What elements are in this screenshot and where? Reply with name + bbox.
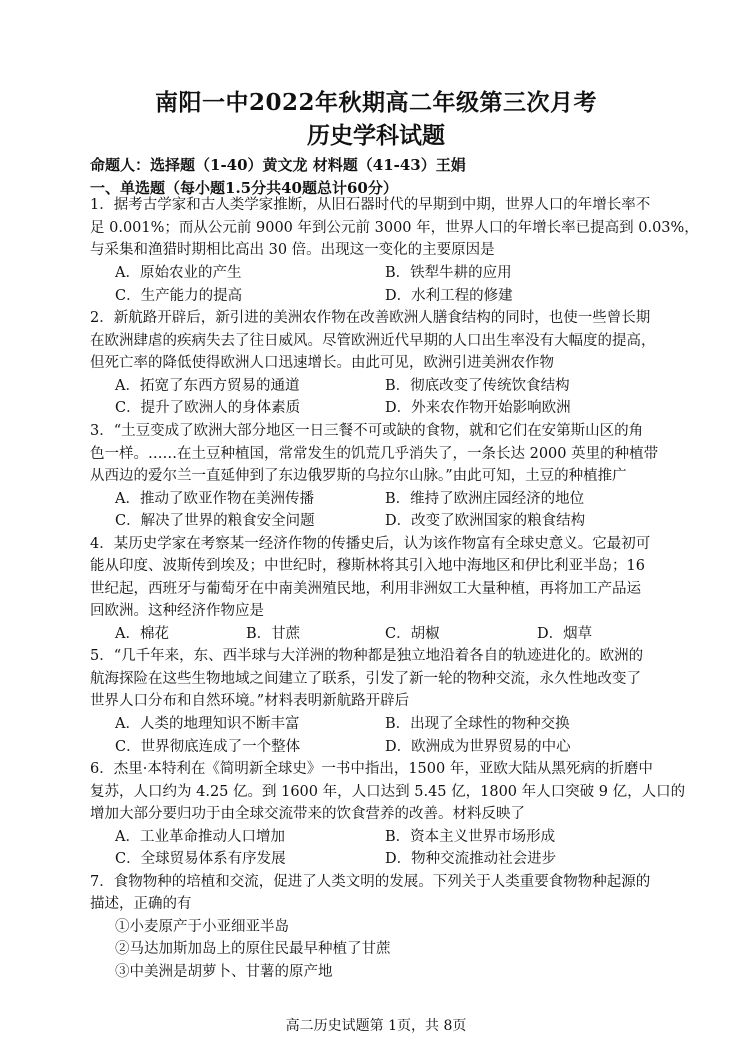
question-6-option-c: C．全球贸易体系有序发展 bbox=[115, 851, 286, 867]
page-footer: 高二历史试题第 1页，共 8页 bbox=[285, 1018, 467, 1034]
question-3-option-b: B．维持了欧洲庄园经济的地位 bbox=[385, 491, 585, 507]
exam-title: 南阳一中2022年秋期高二年级第三次月考 bbox=[154, 89, 597, 116]
question-4-line-1: 4．某历史学家在考察某一经济作物的传播史后，认为该作物富有全球史意义。它最初可 bbox=[90, 536, 651, 552]
question-6-line-1: 6．杰里·本特利在《简明新全球史》一书中指出，1500 年，亚欧大陆从黑死病的折磨中 bbox=[90, 761, 653, 777]
question-6-line-2: 复苏，人口约为 4.25 亿。到 1600 年，人口达到 5.45 亿，1800 年人口突破 9 亿，人口的 bbox=[90, 784, 686, 800]
question-7-line-2: 描述，正确的有 bbox=[90, 896, 192, 912]
exam-authors: 命题人：选择题（1-40）黄文龙 材料题（41-43）王娟 bbox=[90, 156, 466, 174]
question-1-option-b: B．铁犁牛耕的应用 bbox=[385, 265, 512, 281]
question-2-option-a: A．拓宽了东西方贸易的通道 bbox=[115, 378, 300, 394]
question-2-line-1: 2．新航路开辟后，新引进的美洲农作物在改善欧洲人膳食结构的同时，也使一些曾长期 bbox=[90, 310, 651, 326]
question-5-line-2: 航海探险在这些生物地域之间建立了联系，引发了新一轮的物种交流，永久性地改变了 bbox=[90, 671, 641, 687]
question-7-item-1: ①小麦原产于小亚细亚半岛 bbox=[115, 919, 289, 935]
question-4-option-d: D．烟草 bbox=[537, 626, 593, 642]
question-4-option-c: C．胡椒 bbox=[385, 626, 440, 642]
question-2-line-2: 在欧洲肆虐的疾病失去了往日威风。尽管欧洲近代早期的人口出生率没有大幅度的提高， bbox=[90, 333, 656, 349]
question-6-line-3: 增加大部分要归功于由全球交流带来的饮食营养的改善。材料反映了 bbox=[90, 806, 525, 822]
question-7-line-1: 7．食物物种的培植和交流，促进了人类文明的发展。下列关于人类重要食物物种起源的 bbox=[90, 874, 651, 890]
question-3-option-c: C．解决了世界的粮食安全问题 bbox=[115, 513, 315, 529]
question-4-option-a: A．棉花 bbox=[115, 626, 169, 642]
question-5-line-1: 5．“几千年来，东、西半球与大洋洲的物种都是独立地沿着各自的轨迹进化的。欧洲的 bbox=[90, 648, 644, 664]
question-2-option-d: D．外来农作物开始影响欧洲 bbox=[385, 400, 571, 416]
question-5-line-3: 世界人口分布和自然环境。”材料表明新航路开辟后 bbox=[90, 693, 410, 709]
question-1-option-d: D．水利工程的修建 bbox=[385, 288, 513, 304]
question-3-line-3: 从西边的爱尔兰一直延伸到了东边俄罗斯的乌拉尔山脉。”由此可知，土豆的种植推广 bbox=[90, 468, 627, 484]
exam-subtitle: 历史学科试题 bbox=[307, 122, 445, 149]
question-7-item-2: ②马达加斯加岛上的原住民最早种植了甘蔗 bbox=[115, 941, 391, 957]
question-2-line-3: 但死亡率的降低使得欧洲人口迅速增长。由此可见，欧洲引进美洲农作物 bbox=[90, 355, 554, 371]
question-3-option-d: D．改变了欧洲国家的粮食结构 bbox=[385, 513, 586, 529]
question-4-line-2: 能从印度、波斯传到埃及；中世纪时，穆斯林将其引入地中海地区和伊比利亚半岛；16 bbox=[90, 558, 645, 574]
question-6-option-d: D．物种交流推动社会进步 bbox=[385, 851, 557, 867]
question-3-option-a: A．推动了欧亚作物在美洲传播 bbox=[115, 491, 314, 507]
question-5-option-b: B．出现了全球性的物种交换 bbox=[385, 716, 570, 732]
question-1-line-2: 足 0.001%；而从公元前 9000 年到公元前 3000 年，世界人口的年增长率已提高到 0.03%， bbox=[90, 220, 699, 236]
question-2-option-b: B．彻底改变了传统饮食结构 bbox=[385, 378, 570, 394]
question-1-option-a: A．原始农业的产生 bbox=[115, 265, 242, 281]
question-5-option-d: D．欧洲成为世界贸易的中心 bbox=[385, 739, 571, 755]
question-3-line-1: 3．“土豆变成了欧洲大部分地区一日三餐不可或缺的食物，就和它们在安第斯山区的角 bbox=[90, 423, 644, 439]
question-2-option-c: C．提升了欧洲人的身体素质 bbox=[115, 400, 301, 416]
question-1-line-1: 1．据考古学家和古人类学家推断，从旧石器时代的早期到中期，世界人口的年增长率不 bbox=[90, 197, 651, 213]
question-3-line-2: 色一样。……在土豆种植国，常常发生的饥荒几乎消失了，一条长达 2000 英里的种植带 bbox=[90, 446, 659, 462]
question-1-line-3: 与采集和渔猎时期相比高出 30 倍。出现这一变化的主要原因是 bbox=[90, 242, 495, 258]
question-7-item-3: ③中美洲是胡萝卜、甘薯的原产地 bbox=[115, 964, 333, 980]
question-6-option-a: A．工业革命推动人口增加 bbox=[115, 829, 285, 845]
section-heading: 一、单选题（每小题1.5分共40题总计60分） bbox=[90, 179, 398, 197]
question-5-option-a: A．人类的地理知识不断丰富 bbox=[115, 716, 300, 732]
question-4-line-3: 世纪起，西班牙与葡萄牙在中南美洲殖民地，利用非洲奴工大量种植，再将加工产品运 bbox=[90, 581, 641, 597]
question-1-option-c: C．生产能力的提高 bbox=[115, 288, 243, 304]
question-4-option-b: B．甘蔗 bbox=[246, 626, 301, 642]
question-5-option-c: C．世界彻底连成了一个整体 bbox=[115, 739, 301, 755]
question-4-line-4: 回欧洲。这种经济作物应是 bbox=[90, 603, 264, 619]
question-6-option-b: B．资本主义世界市场形成 bbox=[385, 829, 556, 845]
